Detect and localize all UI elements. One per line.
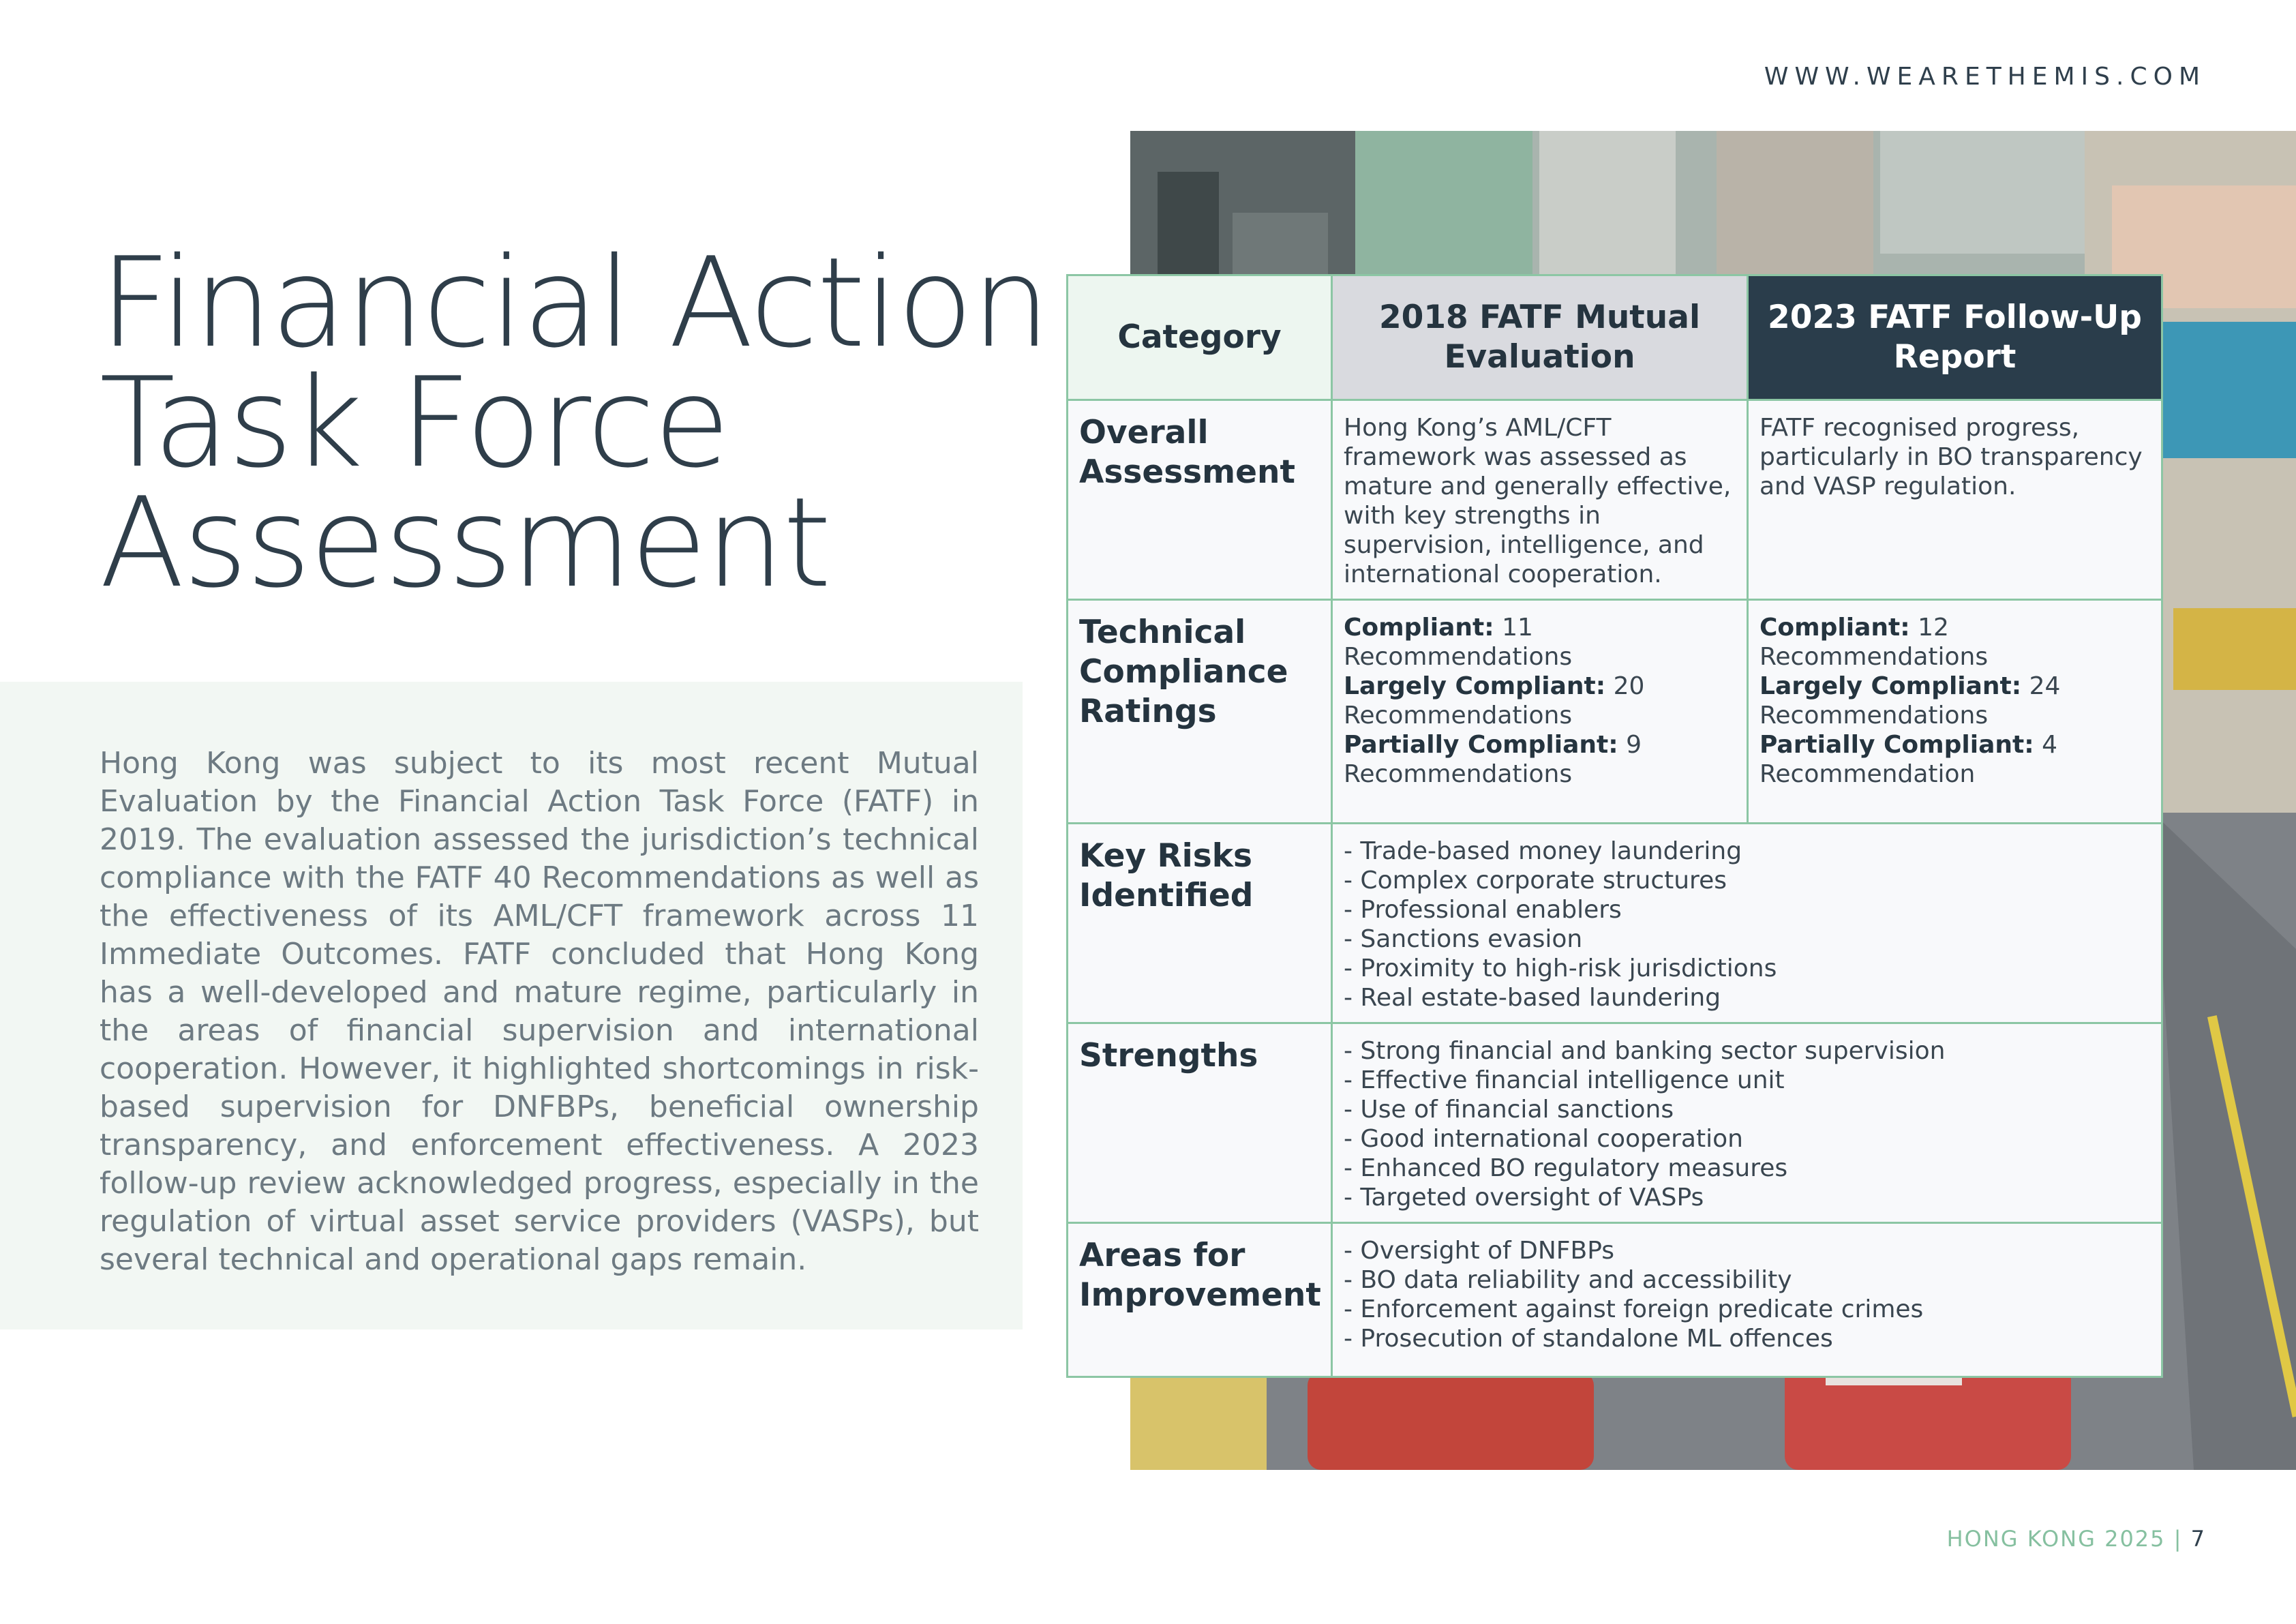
- list-item: - BO data reliability and accessibility: [1344, 1266, 1792, 1294]
- partially-unit-2023: Recommendation: [1759, 760, 1976, 788]
- list-item: - Trade-based money laundering: [1344, 837, 1742, 865]
- compliant-unit-2018: Recommendations: [1344, 643, 1573, 671]
- title-line-2: Task Force: [100, 350, 729, 495]
- table-row-improvement: [1068, 1223, 2162, 1377]
- header-2018-evaluation: 2018 FATF Mutual Evaluation: [1332, 275, 1748, 400]
- list-item: - Real estate-based laundering: [1344, 984, 1721, 1012]
- list-item: - Targeted oversight of VASPs: [1344, 1184, 1704, 1212]
- list-item: - Complex corporate structures: [1344, 867, 1727, 894]
- table-header-row: [1068, 275, 2162, 400]
- list-item: - Strong financial and banking sector supervision: [1344, 1037, 1946, 1065]
- overall-2023: FATF recognised progress, particularly in BO transparency and VASP regulation.: [1748, 400, 2162, 600]
- compliant-unit-2023: Recommendations: [1759, 643, 1989, 671]
- risks-list: [1332, 824, 2162, 1023]
- intro-paragraph: Hong Kong was subject to its most recent Mutual Evaluation by the Financial Action Task Force (FATF) in 2019. The evaluation assessed the jurisdiction’s technical compliance with the FATF 40 Recommendations as well as the effectiveness of its AML/CFT framework across 11 Immediate Outcomes. FATF concluded that Hong Kong has a well-developed and mature regime, particularly in the areas of financial supervision and international cooperation. However, it highlighted shortcomings in risk-based supervision for DNFBPs, beneficial ownership transparency, and enforcement effectiveness. A 2023 follow-up review acknowledged progress, especially in the regulation of virtual asset service providers (VASPs), but several technical and operational gaps remain.: [100, 746, 979, 1277]
- compliant-label-2018: Compliant:: [1344, 614, 1494, 642]
- row-label-risks: Key Risks Identified: [1068, 824, 1332, 1023]
- header-2023-follow-up: 2023 FATF Follow-Up Report: [1748, 275, 2162, 400]
- page-footer: [1947, 1526, 2206, 1552]
- partially-label-2023: Partially Compliant:: [1759, 731, 2034, 759]
- partially-unit-2018: Recommendations: [1344, 760, 1573, 788]
- list-item: - Use of financial sanctions: [1344, 1096, 1674, 1124]
- compliant-label-2023: Compliant:: [1759, 614, 1910, 642]
- title-line-1: Financial Action: [100, 230, 1049, 375]
- table-row-technical: [1068, 600, 2162, 824]
- list-item: - Effective financial intelligence unit: [1344, 1066, 1785, 1094]
- partially-value-2023: 4: [2042, 731, 2057, 759]
- table-row-risks: [1068, 824, 2162, 1023]
- technical-2023: [1748, 600, 2162, 824]
- compliant-value-2023: 12: [1918, 614, 1949, 642]
- list-item: - Oversight of DNFBPs: [1344, 1237, 1615, 1265]
- largely-unit-2023: Recommendations: [1759, 702, 1989, 730]
- largely-label-2023: Largely Compliant:: [1759, 672, 2022, 700]
- partially-label-2018: Partially Compliant:: [1344, 731, 1618, 759]
- row-label-technical: Technical Compliance Ratings: [1068, 600, 1332, 824]
- list-item: - Professional enablers: [1344, 896, 1622, 924]
- compliant-value-2018: 11: [1502, 614, 1533, 642]
- row-label-improvement: Areas for Improvement: [1068, 1223, 1332, 1377]
- page-title: [100, 230, 1054, 615]
- improvement-list: [1332, 1223, 2162, 1377]
- header-category: Category: [1068, 275, 1332, 400]
- largely-value-2018: 20: [1613, 672, 1645, 700]
- row-label-strengths: Strengths: [1068, 1023, 1332, 1223]
- list-item: - Good international cooperation: [1344, 1125, 1743, 1153]
- largely-label-2018: Largely Compliant:: [1344, 672, 1606, 700]
- list-item: - Enhanced BO regulatory measures: [1344, 1154, 1788, 1182]
- fatf-comparison-table: [1066, 274, 2163, 1378]
- overall-2018: Hong Kong’s AML/CFT framework was assessed as mature and generally effective, with key strengths in supervision, intelligence, and international cooperation.: [1332, 400, 1748, 600]
- list-item: - Proximity to high-risk jurisdictions: [1344, 954, 1777, 982]
- strengths-list: [1332, 1023, 2162, 1223]
- website-url: WWW.WEARETHEMIS.COM: [1764, 63, 2206, 91]
- list-item: - Enforcement against foreign predicate crimes: [1344, 1295, 1924, 1323]
- row-label-overall: Overall Assessment: [1068, 400, 1332, 600]
- largely-unit-2018: Recommendations: [1344, 702, 1573, 730]
- footer-text: HONG KONG 2025 |: [1946, 1526, 2183, 1552]
- table-row-strengths: [1068, 1023, 2162, 1223]
- title-line-3: Assessment: [100, 470, 830, 615]
- partially-value-2018: 9: [1626, 731, 1642, 759]
- page-number: 7: [2190, 1526, 2206, 1552]
- list-item: - Prosecution of standalone ML offences: [1344, 1325, 1833, 1353]
- list-item: - Sanctions evasion: [1344, 925, 1583, 953]
- table-row-overall: [1068, 400, 2162, 600]
- largely-value-2023: 24: [2029, 672, 2061, 700]
- technical-2018: [1332, 600, 1748, 824]
